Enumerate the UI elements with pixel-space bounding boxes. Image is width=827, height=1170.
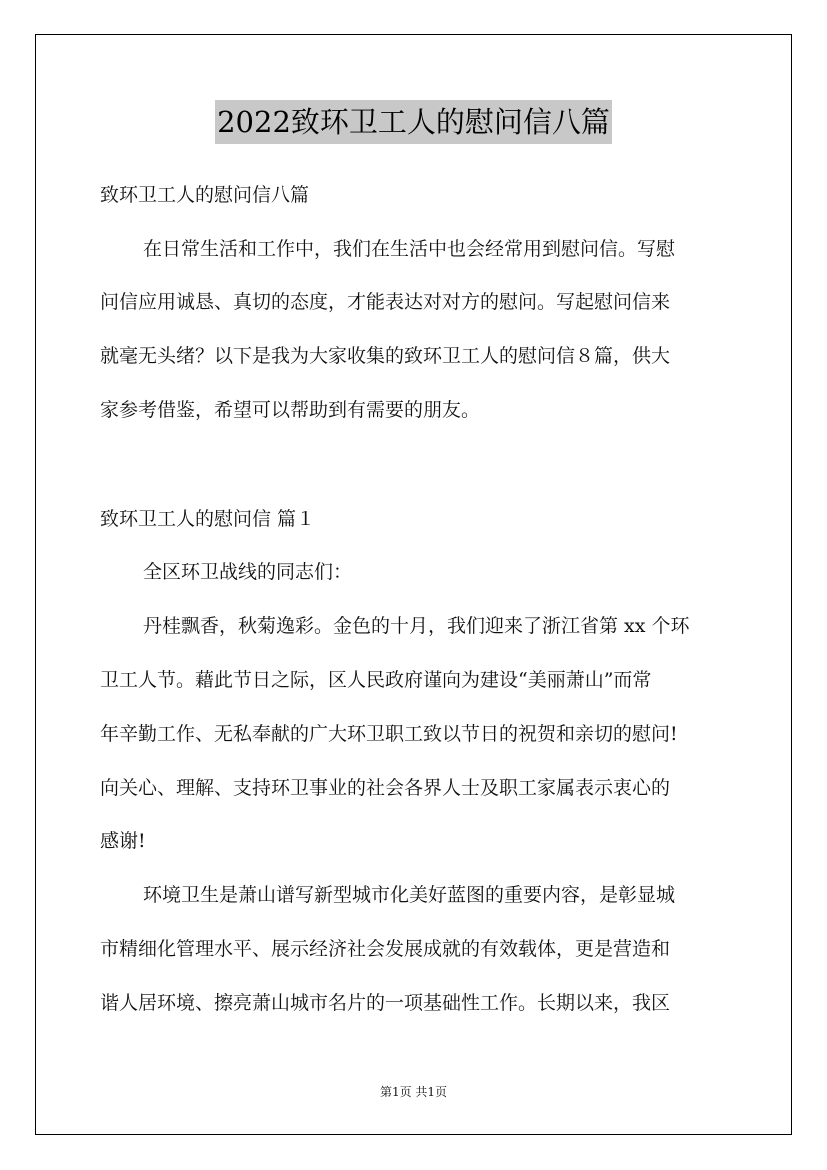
paragraph2-line-2: 市精细化管理水平、展示经济社会发展成就的有效载体，更是营造和	[100, 938, 671, 960]
paragraph2-line-3: 谐人居环境、擦亮萧山城市名片的一项基础性工作。长期以来，我区	[100, 992, 671, 1014]
paragraph1-line-1: 丹桂飘香，秋菊逸彩。金色的十月，我们迎来了浙江省第 xx 个环	[143, 615, 690, 637]
paragraph1-line-3: 年辛勤工作、无私奉献的广大环卫职工致以节日的祝贺和亲切的慰问!	[100, 723, 678, 745]
paragraph1-line-4: 向关心、理解、支持环卫事业的社会各界人士及职工家属表示衷心的	[100, 777, 671, 799]
document-subtitle: 致环卫工人的慰问信八篇	[100, 184, 310, 206]
document-title	[0, 100, 827, 144]
salutation: 全区环卫战线的同志们：	[143, 561, 353, 583]
paragraph2-line-1: 环境卫生是萧山谱写新型城市化美好蓝图的重要内容，是彰显城	[143, 884, 676, 906]
intro-line-3: 就毫无头绪？以下是我为大家收集的致环卫工人的慰问信８篇，供大	[100, 345, 671, 367]
intro-line-2: 问信应用诚恳、真切的态度，才能表达对对方的慰问。写起慰问信来	[100, 291, 671, 313]
paragraph1-line-5: 感谢!	[100, 830, 146, 852]
section-heading: 致环卫工人的慰问信 篇１	[100, 508, 316, 530]
document-title-text: 2022致环卫工人的慰问信八篇	[215, 100, 612, 144]
page-number-label: 第1页 共1页	[379, 1085, 448, 1099]
intro-line-1: 在日常生活和工作中，我们在生活中也会经常用到慰问信。写慰	[143, 238, 676, 260]
intro-line-4: 家参考借鉴，希望可以帮助到有需要的朋友。	[100, 399, 481, 421]
paragraph1-line-2: 卫工人节。藉此节日之际，区人民政府谨向为建设“美丽萧山”而常	[100, 669, 652, 691]
page-footer	[0, 1085, 827, 1099]
